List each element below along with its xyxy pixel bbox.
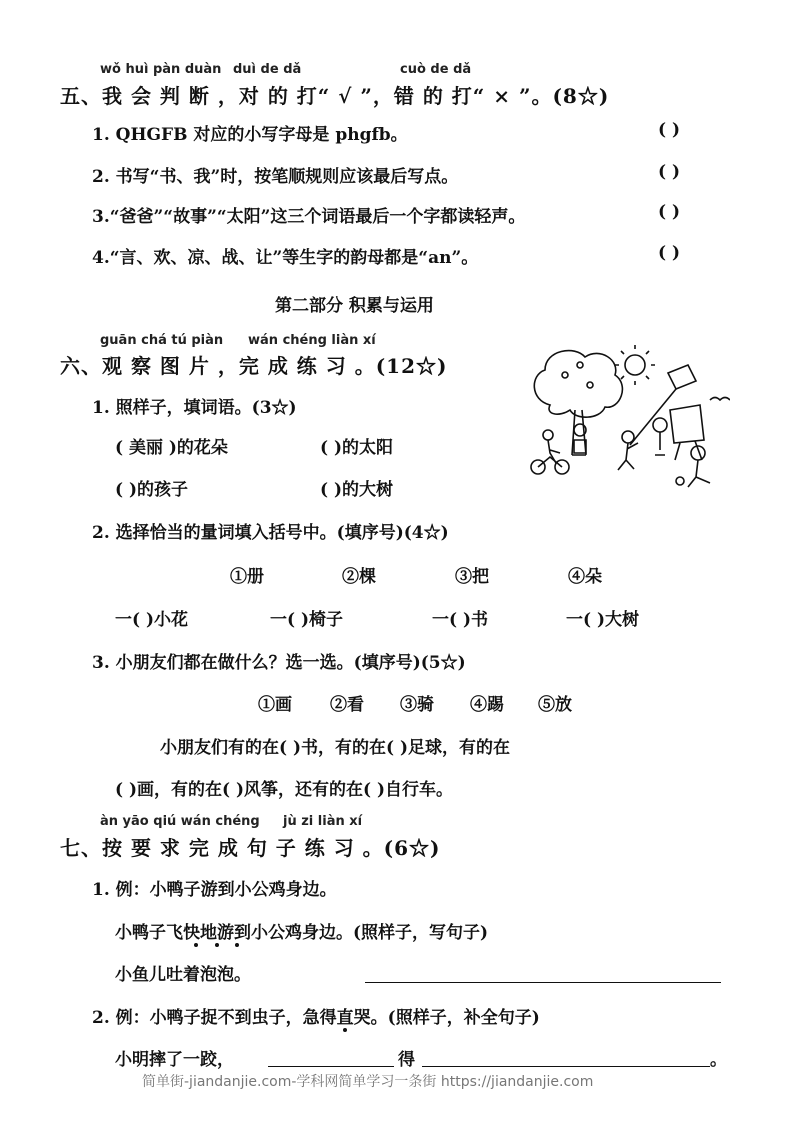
option: ④朵 [568, 567, 602, 587]
pinyin-annotation: duì de dǎ [233, 62, 302, 77]
question-6-2: 2. 选择恰当的量词填入括号中。(填序号)(4☆) [92, 523, 449, 543]
section-7-heading: 七、按 要 求 完 成 句 子 练 习 。(6☆) [60, 836, 441, 860]
judge-item-1: 1. QHGFB 对应的小写字母是 phgfb。 [92, 125, 408, 145]
fill-item: ( )的孩子 [115, 480, 189, 500]
answer-line[interactable] [268, 1066, 394, 1067]
measure-word-blank: 一( )椅子 [270, 610, 344, 630]
emphasis-dot [215, 943, 219, 947]
option: ③把 [455, 567, 489, 587]
section-5-heading: 五、我 会 判 断 ，对 的 打“ √ ”，错 的 打“ × ”。(8☆) [60, 84, 610, 108]
pinyin-annotation: cuò de dǎ [400, 62, 472, 77]
question-6-3: 3. 小朋友们都在做什么？选一选。(填序号)(5☆) [92, 653, 466, 673]
answer-line[interactable] [365, 982, 721, 983]
measure-word-blank: 一( )小花 [115, 610, 189, 630]
measure-word-blank: 一( )大树 [566, 610, 640, 630]
question-6-1: 1. 照样子，填词语。(3☆) [92, 398, 297, 418]
answer-blank[interactable]: ( ) [658, 202, 681, 222]
emphasis-dot [194, 943, 198, 947]
option: ④踢 [470, 695, 504, 715]
judge-item-4: 4.“言、欢、凉、战、让”等生字的韵母都是“an”。 [92, 248, 479, 268]
option: ①册 [230, 567, 264, 587]
answer-line[interactable] [422, 1066, 710, 1067]
section-6-heading: 六、观 察 图 片 ，完 成 练 习 。(12☆) [60, 354, 448, 378]
emphasis-dot [235, 943, 239, 947]
emphasis-dot [343, 1028, 347, 1032]
pinyin-annotation: wán chéng liàn xí [248, 333, 376, 348]
example-sentence: 小鸭子飞快地游到小公鸡身边。(照样子，写句子) [115, 923, 489, 943]
pinyin-annotation: guān chá tú piàn [100, 333, 224, 348]
option: ②棵 [342, 567, 376, 587]
part-2-title: 第二部分 积累与运用 [275, 296, 434, 316]
fill-item: ( 美丽 )的花朵 [115, 438, 228, 458]
paragraph-line: ( )画，有的在( )风筝，还有的在( )自行车。 [115, 780, 454, 800]
fill-item: ( )的太阳 [320, 438, 394, 458]
task-sentence: 小明摔了一跤， [115, 1050, 234, 1070]
page-footer: 简单街-jiandanjie.com-学科网简单学习一条街 https://jiandanjie.com [142, 1074, 594, 1090]
answer-blank[interactable]: ( ) [658, 243, 681, 263]
pinyin-annotation: jù zi liàn xí [283, 814, 363, 829]
task-word: 得 [398, 1050, 415, 1070]
measure-word-blank: 一( )书 [432, 610, 489, 630]
option: ②看 [330, 695, 364, 715]
question-7-1: 1. 例：小鸭子游到小公鸡身边。 [92, 880, 337, 900]
option: ③骑 [400, 695, 434, 715]
children-playing-illustration [520, 345, 730, 495]
paragraph-line: 小朋友们有的在( )书，有的在( )足球，有的在 [160, 738, 511, 758]
pinyin-annotation: wǒ huì pàn duàn [100, 62, 222, 77]
option: ⑤放 [538, 695, 572, 715]
task-sentence: 小鱼儿吐着泡泡。 [115, 965, 251, 985]
judge-item-3: 3.“爸爸”“故事”“太阳”这三个词语最后一个字都读轻声。 [92, 207, 526, 227]
answer-blank[interactable]: ( ) [658, 162, 681, 182]
period: 。 [710, 1050, 727, 1070]
pinyin-annotation: àn yāo qiú wán chéng [100, 814, 260, 829]
answer-blank[interactable]: ( ) [658, 120, 681, 140]
judge-item-2: 2. 书写“书、我”时，按笔顺规则应该最后写点。 [92, 167, 459, 187]
option: ①画 [258, 695, 292, 715]
question-7-2: 2. 例：小鸭子捉不到虫子，急得直哭。(照样子，补全句子) [92, 1008, 540, 1028]
fill-item: ( )的大树 [320, 480, 394, 500]
